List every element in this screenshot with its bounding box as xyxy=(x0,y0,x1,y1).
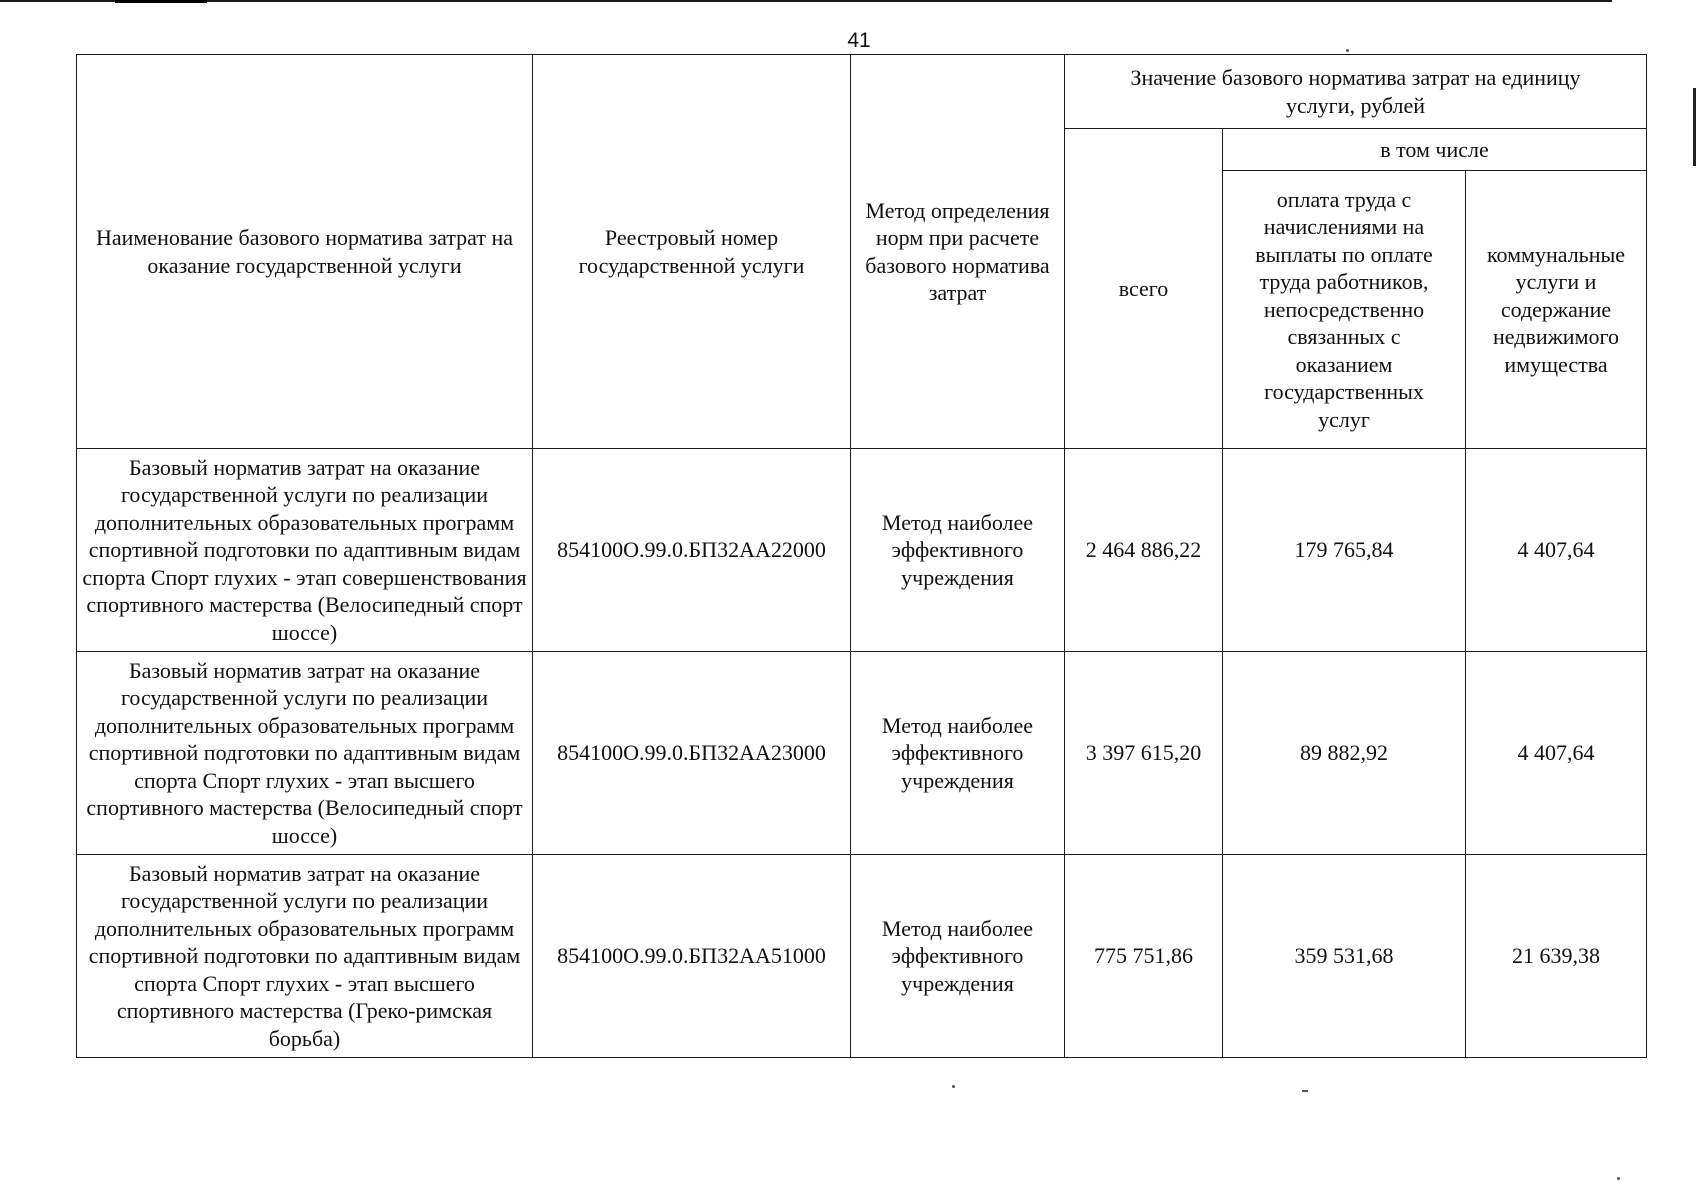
row-labor: 359 531,68 xyxy=(1223,855,1466,1058)
table-row xyxy=(77,449,1647,652)
scan-speck xyxy=(1302,1090,1308,1092)
row-total: 2 464 886,22 xyxy=(1065,449,1223,652)
row-name: Базовый норматив затрат на оказание государственной услуги по реализации дополнительных образовательных программ спортивной подготовки по адаптивным видам спорта Спорт глухих - этап совершенствования спортивного мастерства (Велосипедный спорт шоссе) xyxy=(77,449,533,652)
scan-edge-mark xyxy=(1693,88,1696,166)
top-rule-thick xyxy=(115,0,207,3)
cost-norms-table xyxy=(76,54,1647,1058)
header-registry-number: Реестровый номер государственной услуги xyxy=(533,55,851,449)
table-row xyxy=(77,855,1647,1058)
row-name: Базовый норматив затрат на оказание государственной услуги по реализации дополнительных образовательных программ спортивной подготовки по адаптивным видам спорта Спорт глухих - этап высшего спортивного мастерства (Греко-римская борьба) xyxy=(77,855,533,1058)
row-utilities: 21 639,38 xyxy=(1466,855,1647,1058)
header-utilities: коммунальные услуги и содержание недвижимого имущества xyxy=(1466,171,1647,449)
page-number: 41 xyxy=(847,29,871,52)
table-row xyxy=(77,652,1647,855)
header-including: в том числе xyxy=(1223,129,1647,171)
row-registry-number: 854100О.99.0.БП32АА22000 xyxy=(533,449,851,652)
scan-speck xyxy=(1346,49,1349,52)
header-method: Метод определения норм при расчете базового норматива затрат xyxy=(851,55,1065,449)
row-registry-number: 854100О.99.0.БП32АА51000 xyxy=(533,855,851,1058)
row-registry-number: 854100О.99.0.БП32АА23000 xyxy=(533,652,851,855)
scan-speck xyxy=(952,1085,955,1088)
header-labor: оплата труда с начислениями на выплаты по оплате труда работников, непосредственно связанных с оказанием государственных услуг xyxy=(1223,171,1466,449)
row-method: Метод наиболее эффективного учреждения xyxy=(851,652,1065,855)
row-total: 775 751,86 xyxy=(1065,855,1223,1058)
row-method: Метод наиболее эффективного учреждения xyxy=(851,855,1065,1058)
row-total: 3 397 615,20 xyxy=(1065,652,1223,855)
header-total: всего xyxy=(1065,129,1223,449)
row-labor: 179 765,84 xyxy=(1223,449,1466,652)
row-labor: 89 882,92 xyxy=(1223,652,1466,855)
header-row xyxy=(77,55,1647,129)
row-name: Базовый норматив затрат на оказание государственной услуги по реализации дополнительных образовательных программ спортивной подготовки по адаптивным видам спорта Спорт глухих - этап высшего спортивного мастерства (Велосипедный спорт шоссе) xyxy=(77,652,533,855)
row-utilities: 4 407,64 xyxy=(1466,652,1647,855)
header-name: Наименование базового норматива затрат на оказание государственной услуги xyxy=(77,55,533,449)
header-value-group: Значение базового норматива затрат на единицу услуги, рублей xyxy=(1065,55,1647,129)
top-rule xyxy=(0,0,1612,2)
row-method: Метод наиболее эффективного учреждения xyxy=(851,449,1065,652)
row-utilities: 4 407,64 xyxy=(1466,449,1647,652)
scan-speck xyxy=(1617,1177,1620,1180)
